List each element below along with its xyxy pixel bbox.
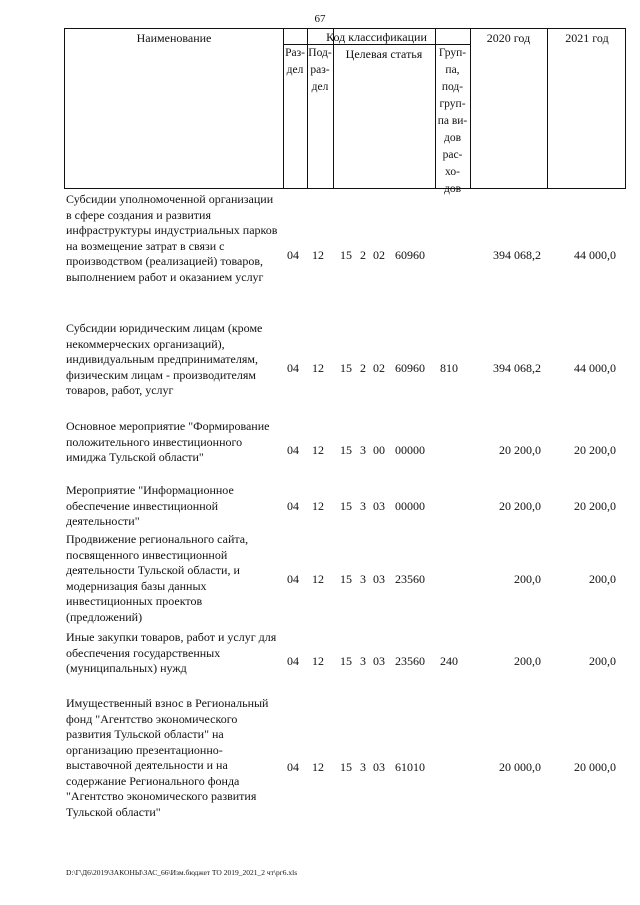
header-2020: 2020 год bbox=[486, 31, 531, 45]
cell-2021: 20 200,0 bbox=[574, 499, 616, 513]
cell-target-4: 61010 bbox=[395, 760, 425, 774]
page-number: 67 bbox=[314, 13, 326, 25]
cell-2020: 20 200,0 bbox=[499, 499, 541, 513]
row-name: Субсидии уполномоченной организации в сфере создания и развития инфраструктуры индустриальных парков на возмещение затрат в связи с производством (реализацией) товаров, выполнением работ и оказанием услуг bbox=[66, 192, 278, 284]
cell-target-1: 15 bbox=[340, 248, 352, 262]
row-name: Имущественный взнос в Региональный фонд "Агентство экономического развития Тульской области" на организацию презентационно-выставочной деятельности и на содержание Регионального фонда "Агентство экономического развития Тульской области" bbox=[66, 696, 269, 819]
column-divider bbox=[547, 29, 548, 188]
cell-podrazdel: 12 bbox=[312, 248, 324, 262]
cell-target-2: 3 bbox=[360, 654, 366, 668]
cell-razdel: 04 bbox=[287, 760, 299, 774]
cell-razdel: 04 bbox=[287, 572, 299, 586]
cell-target-1: 15 bbox=[340, 361, 352, 375]
cell-target-3: 02 bbox=[373, 248, 385, 262]
cell-2021: 20 200,0 bbox=[574, 443, 616, 457]
header-2021: 2021 год bbox=[565, 31, 609, 45]
header-code-group: Код классификации bbox=[326, 30, 427, 44]
cell-target-2: 2 bbox=[360, 361, 366, 375]
column-divider bbox=[470, 29, 471, 188]
header-group: Груп- па, под- груп- па ви- дов рас- хо- дов bbox=[437, 47, 468, 195]
cell-target-1: 15 bbox=[340, 572, 352, 586]
cell-2020: 394 068,2 bbox=[493, 248, 541, 262]
cell-target-3: 03 bbox=[373, 572, 385, 586]
cell-target-4: 00000 bbox=[395, 499, 425, 513]
row-name: Субсидии юридическим лицам (кроме некоммерческих организаций), индивидуальным предпринимателям, физическим лицам - производителям товаров, работ, услуг bbox=[66, 321, 263, 397]
cell-podrazdel: 12 bbox=[312, 443, 324, 457]
header-name: Наименование bbox=[136, 31, 212, 45]
cell-target-1: 15 bbox=[340, 443, 352, 457]
cell-2020: 394 068,2 bbox=[493, 361, 541, 375]
table-header bbox=[64, 28, 626, 195]
cell-podrazdel: 12 bbox=[312, 760, 324, 774]
cell-target-1: 15 bbox=[340, 760, 352, 774]
row-name: Иные закупки товаров, работ и услуг для обеспечения государственных (муниципальных) нужд bbox=[66, 630, 277, 675]
cell-podrazdel: 12 bbox=[312, 572, 324, 586]
cell-2021: 44 000,0 bbox=[574, 361, 616, 375]
cell-target-3: 03 bbox=[373, 760, 385, 774]
cell-group: 810 bbox=[440, 361, 458, 375]
file-path-footer: D:\Г\Д6\2019\ЗАКОНЫ\ЗАС_66\Изм.бюджет ТО 2019_2021_2 чт\рг6.xls bbox=[66, 868, 298, 877]
header-razdel: Раз- дел bbox=[285, 47, 305, 76]
cell-podrazdel: 12 bbox=[312, 361, 324, 375]
header-podrazdel: Под- раз- дел bbox=[308, 47, 332, 93]
cell-target-4: 23560 bbox=[395, 572, 425, 586]
row-name: Мероприятие "Информационное обеспечение инвестиционной деятельности" bbox=[66, 483, 234, 528]
cell-2020: 200,0 bbox=[514, 572, 541, 586]
cell-target-4: 60960 bbox=[395, 248, 425, 262]
cell-razdel: 04 bbox=[287, 248, 299, 262]
cell-2020: 20 200,0 bbox=[499, 443, 541, 457]
cell-razdel: 04 bbox=[287, 499, 299, 513]
cell-razdel: 04 bbox=[287, 654, 299, 668]
cell-target-1: 15 bbox=[340, 499, 352, 513]
cell-2020: 200,0 bbox=[514, 654, 541, 668]
header-target: Целевая статья bbox=[345, 47, 423, 61]
cell-target-3: 03 bbox=[373, 499, 385, 513]
row-name: Основное мероприятие "Формирование положительного инвестиционного имиджа Тульской области" bbox=[66, 419, 270, 464]
cell-podrazdel: 12 bbox=[312, 654, 324, 668]
cell-target-1: 15 bbox=[340, 654, 352, 668]
cell-2021: 200,0 bbox=[589, 654, 616, 668]
cell-target-4: 60960 bbox=[395, 361, 425, 375]
cell-razdel: 04 bbox=[287, 443, 299, 457]
cell-target-2: 3 bbox=[360, 572, 366, 586]
cell-2021: 200,0 bbox=[589, 572, 616, 586]
cell-podrazdel: 12 bbox=[312, 499, 324, 513]
cell-target-2: 3 bbox=[360, 760, 366, 774]
cell-target-4: 00000 bbox=[395, 443, 425, 457]
cell-2021: 44 000,0 bbox=[574, 248, 616, 262]
row-name: Продвижение регионального сайта, посвященного инвестиционной деятельности Тульской области, и модернизация базы данных инвестиционных проектов (предложений) bbox=[66, 532, 249, 624]
cell-razdel: 04 bbox=[287, 361, 299, 375]
cell-target-3: 03 bbox=[373, 654, 385, 668]
cell-2020: 20 000,0 bbox=[499, 760, 541, 774]
cell-group: 240 bbox=[440, 654, 458, 668]
cell-target-3: 02 bbox=[373, 361, 385, 375]
cell-target-2: 3 bbox=[360, 499, 366, 513]
cell-2021: 20 000,0 bbox=[574, 760, 616, 774]
cell-target-2: 3 bbox=[360, 443, 366, 457]
cell-target-3: 00 bbox=[373, 443, 385, 457]
cell-target-4: 23560 bbox=[395, 654, 425, 668]
cell-target-2: 2 bbox=[360, 248, 366, 262]
